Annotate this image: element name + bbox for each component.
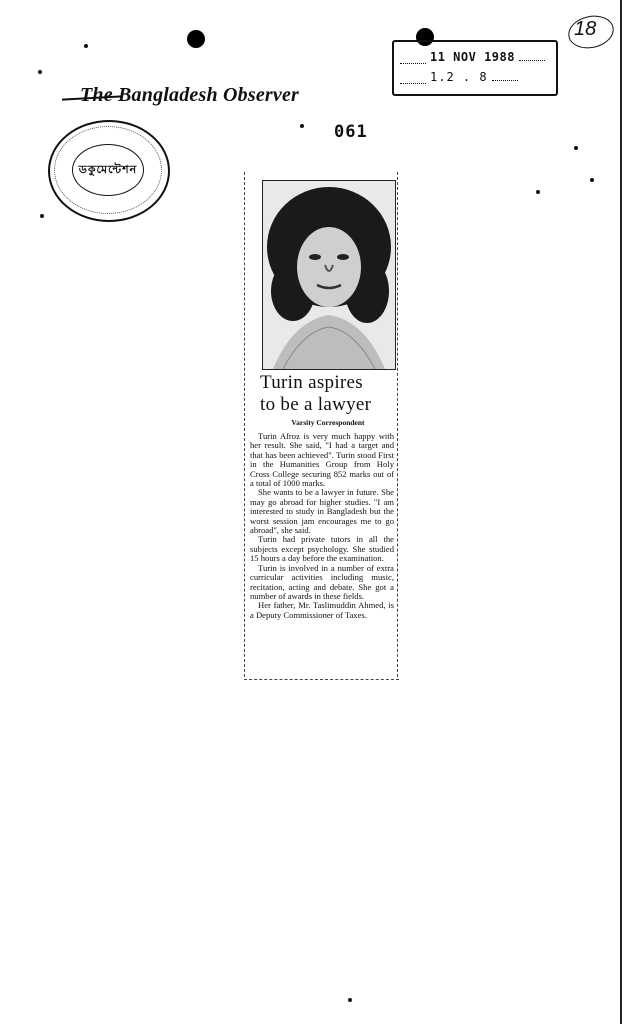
date-stamp (392, 40, 558, 96)
stamp-dots (492, 80, 518, 81)
speck (38, 70, 42, 74)
stamp-field-mark (400, 52, 426, 64)
punch-hole-left (187, 30, 205, 48)
stamp-date-row (400, 50, 545, 64)
seal-center (72, 144, 144, 196)
portrait-photo-icon (262, 180, 396, 370)
stamp-ref-row (400, 70, 518, 84)
article-paragraph: Her father, Mr. Taslimuddin Ahmed, is a Deputy Commissioner of Taxes. (250, 600, 394, 620)
clipping-edge-right (397, 172, 399, 677)
article-body (250, 432, 394, 620)
speck (300, 124, 304, 128)
speck (348, 998, 352, 1002)
stamp-dots (519, 60, 545, 61)
article-paragraph: She wants to be a lawyer in future. She may go abroad for higher studies. "I am interested to study in Bangladesh but the worst session jam encourages me to go abroad", she said. (250, 487, 394, 536)
page-edge (620, 0, 622, 1024)
clipping-edge-bottom (244, 679, 399, 680)
stamp-date: 11 NOV 1988 (430, 50, 515, 64)
news-clipping (244, 172, 399, 684)
corner-number: 18 (574, 18, 597, 40)
seal-label: ডকুমেন্টেশন (78, 162, 138, 176)
speck (536, 190, 540, 194)
newspaper-masthead: The Bangladesh Observer (80, 84, 300, 106)
page-number: 061 (334, 122, 368, 142)
stamp-ref: 1.2 . 8 (430, 70, 488, 84)
article-paragraph: Turin is involved in a number of extra curricular activities including music, recitation, acting and debate. She got a number of awards in these fields. (250, 562, 394, 601)
article-byline: Varsity Correspondent (291, 418, 365, 427)
speck (40, 214, 44, 218)
article-paragraph: Turin Afroz is very much happy with her result. She said, "I had a target and that has been achieved". Turin stood First in the Humanities Group from Holy Cross College securing 852 marks out of a total of 1000 marks. (250, 431, 394, 489)
speck (84, 44, 88, 48)
headline-line-2: to be a lawyer (260, 394, 372, 415)
article-paragraph: Turin had private tutors in all the subjects except psychology. She studied 15 hours a day before the examination. (250, 534, 394, 564)
speck (574, 146, 578, 150)
headline-line-1: Turin aspires (260, 372, 363, 393)
clipping-edge-left (244, 172, 246, 677)
article-headline (260, 372, 396, 416)
stamp-field-mark (400, 72, 426, 84)
seal-stamp-icon (48, 120, 170, 222)
speck (590, 178, 594, 182)
